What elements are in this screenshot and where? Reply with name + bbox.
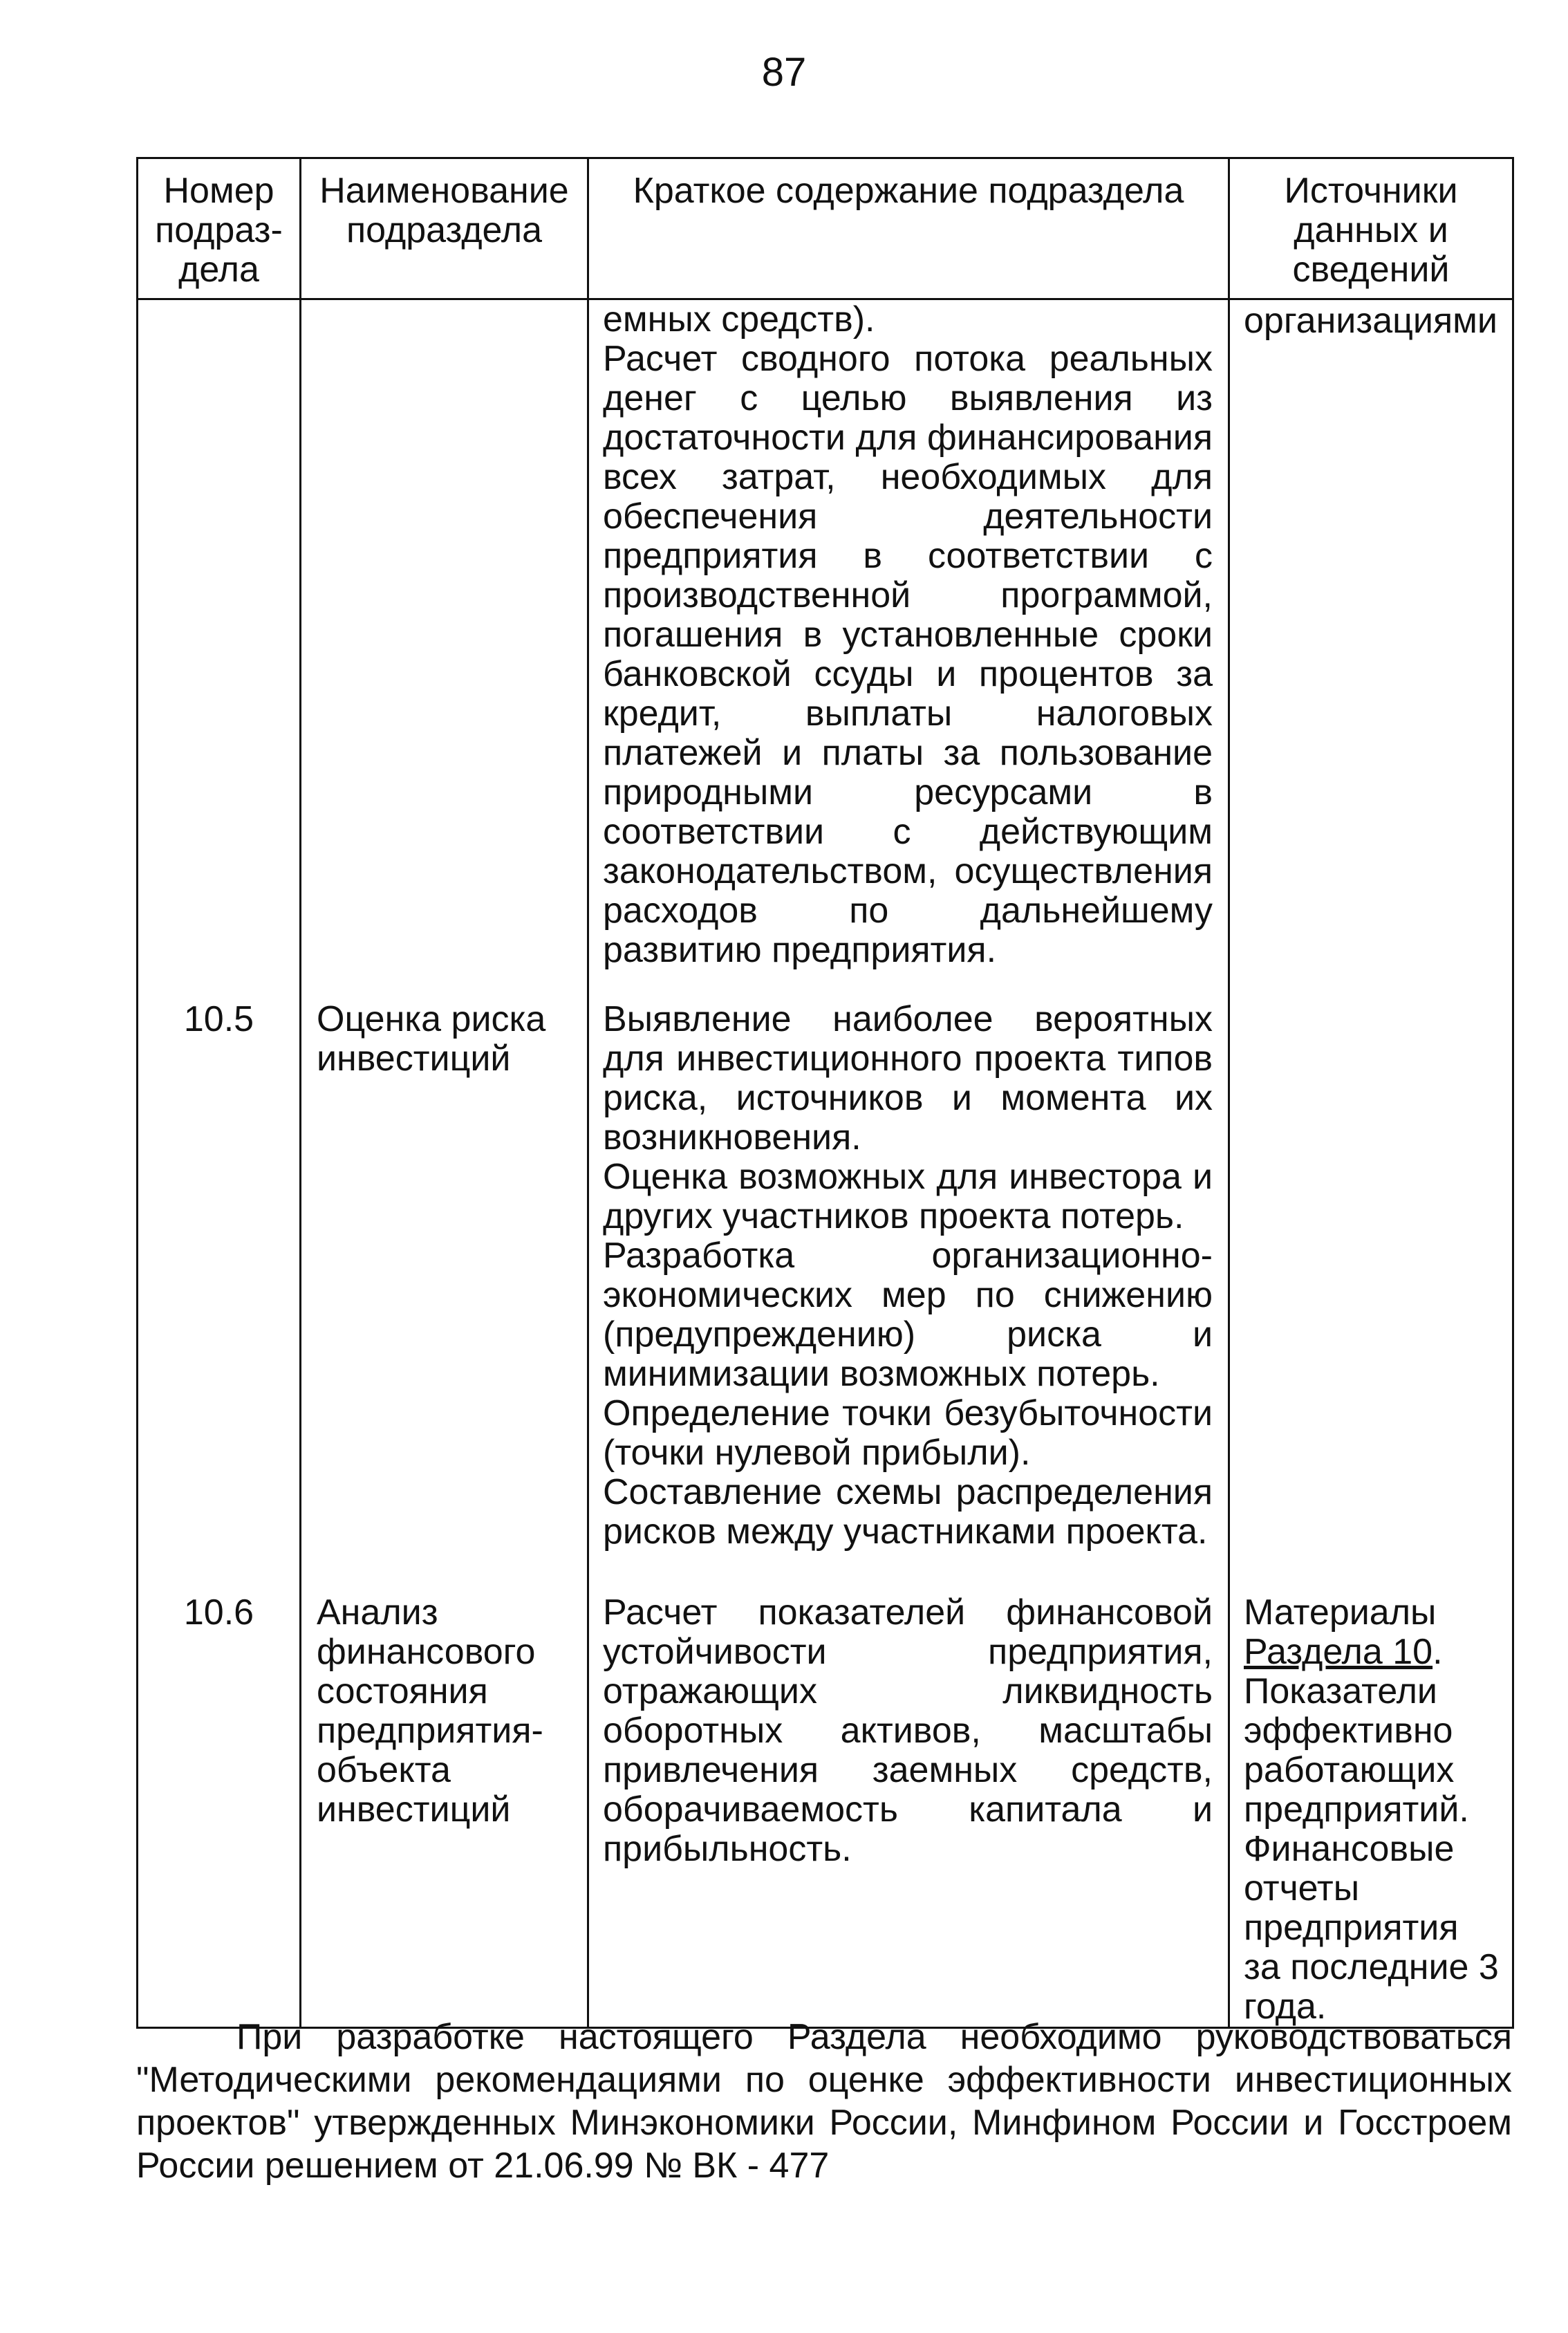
row-number: 10.6 <box>138 1582 301 2028</box>
content-paragraph: Расчет сводного потока реальных денег с целью выявления из достаточности для финансирования всех затрат, необходимых для обеспечения деятельности предприятия в соответствии с производственной программой, погашения в установленные сроки банковской ссуды и процентов за кредит, выплаты налоговых платежей и платы за пользование природными ресурсами в соответствии с действующим законодательством, осуществления расходов по дальнейшему развитию предприятия. <box>603 339 1213 970</box>
section-reference-link[interactable]: Раздела 10 <box>1244 1632 1433 1672</box>
row-name: Анализ финансового состояния предприятия-объекта инвестиций <box>301 1582 588 2028</box>
row-number: 10.5 <box>138 993 301 1582</box>
row-sources <box>1229 1582 1513 2028</box>
footer-paragraph <box>136 2016 1512 2187</box>
header-number: Номер подраз- дела <box>138 158 301 299</box>
row-name <box>301 299 588 994</box>
page-number: 87 <box>761 50 807 95</box>
sources-text: . Показатели эффективно работающих предприятий. Финансовые отчеты предприятия за последние 3 года. <box>1244 1632 1499 2027</box>
content-paragraph: Определение точки безубыточности (точки нулевой прибыли). <box>603 1393 1213 1473</box>
row-sources <box>1229 299 1513 994</box>
table-row <box>138 299 1513 994</box>
header-name: Наименование подраздела <box>301 158 588 299</box>
row-content <box>588 993 1229 1582</box>
content-paragraph: Оценка возможных для инвестора и других участников проекта потерь. <box>603 1157 1213 1236</box>
header-content: Краткое содержание подраздела <box>588 158 1229 299</box>
table-row <box>138 993 1513 1582</box>
row-sources <box>1229 993 1513 1582</box>
table-header-row <box>138 158 1513 299</box>
sources-text: организациями <box>1244 301 1497 341</box>
row-content <box>588 299 1229 994</box>
content-paragraph: Составление схемы распределения рисков между участниками проекта. <box>603 1472 1213 1552</box>
row-content <box>588 1582 1229 2028</box>
content-paragraph: Выявление наиболее вероятных для инвестиционного проекта типов риска, источников и момента их возникновения. <box>603 999 1213 1158</box>
content-paragraph: Расчет показателей финансовой устойчивости предприятия, отражающих ликвидность оборотных активов, масштабы привлечения заемных средств, оборачиваемость капитала и прибыльность. <box>603 1592 1213 1869</box>
header-sources: Источники данных и сведений <box>1229 158 1513 299</box>
content-paragraph: емных средств). <box>603 299 875 340</box>
section-table <box>136 157 1514 2029</box>
row-number <box>138 299 301 994</box>
footer-text: При разработке настоящего Раздела необходимо руководствоваться "Методическими рекомендациями по оценке эффективности инвестиционных проектов" утвержденных Минэкономики России, Минфином России и Госстроем России решением от 21.06.99 № ВК - 477 <box>136 2017 1512 2186</box>
content-paragraph: Разработка организационно-экономических мер по снижению (предупреждению) риска и минимизации возможных потерь. <box>603 1236 1213 1394</box>
sources-text: Материалы <box>1244 1592 1437 1633</box>
table-row <box>138 1582 1513 2028</box>
row-name: Оценка риска инвестиций <box>301 993 588 1582</box>
